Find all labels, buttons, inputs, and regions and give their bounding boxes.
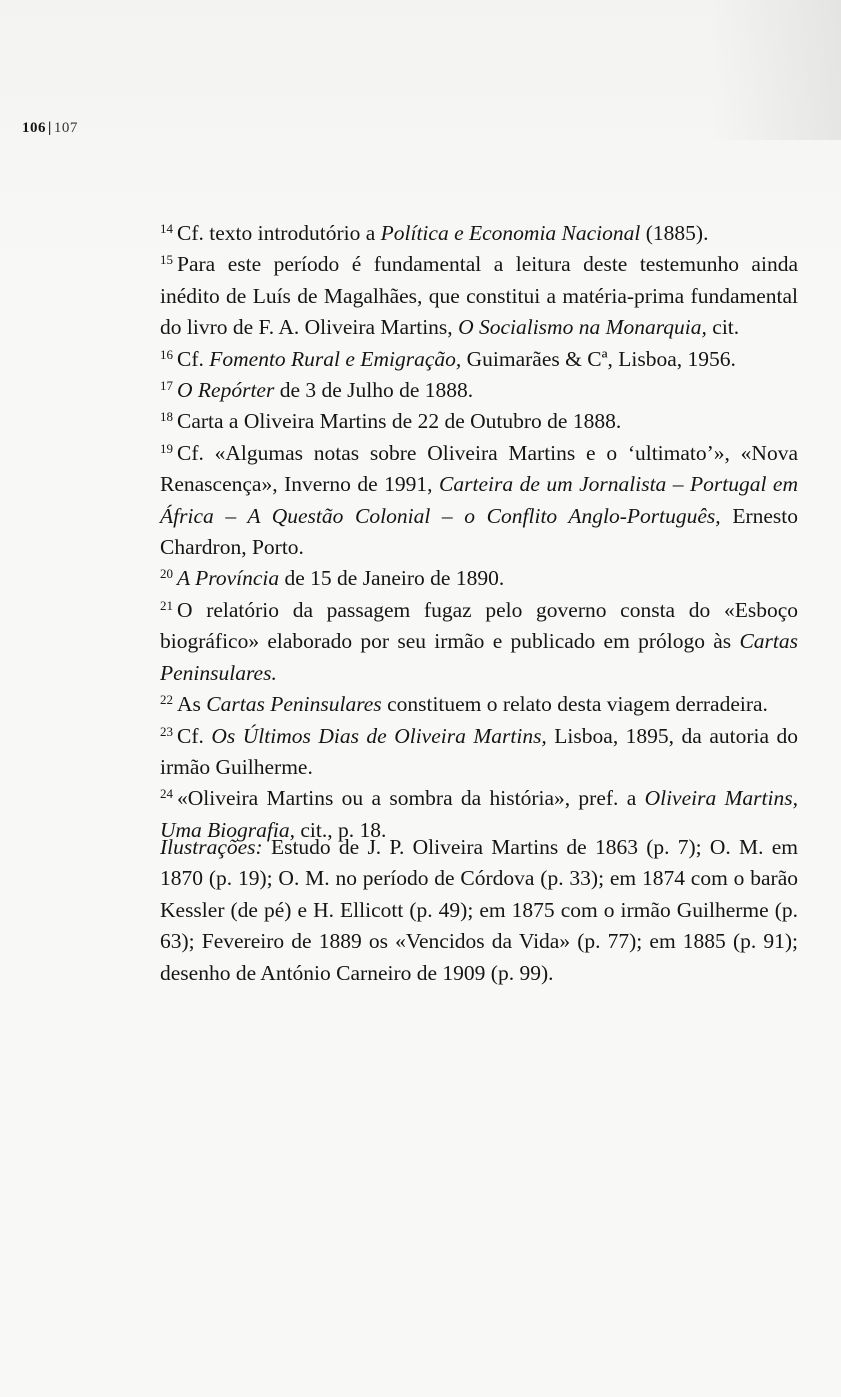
endnote-text: Lisboa, 1895, da autoria do irmão Guilherme. [160,723,798,779]
page-number-separator: | [48,120,52,136]
endnote [160,406,798,437]
endnote [160,689,798,720]
endnote-number: 17 [160,378,173,394]
endnote-number: 14 [160,221,173,236]
endnote [160,249,798,343]
endnote-title: O Repórter [177,378,275,403]
endnote-text: de 15 de Janeiro de 1890. [279,566,505,591]
endnote-title: Cartas Peninsulares. [160,629,798,685]
endnote-title: Fomento Rural e Emigração, [209,346,462,371]
endnote-text: de 3 de Julho de 1888. [274,378,474,403]
endnote-text: «Oliveira Martins ou a sombra da história», pref. a [177,786,645,811]
endnote-title: Carteira de um Jornalista – Portugal em África – A Questão Colonial – o Conflito Anglo-Português, [160,472,798,528]
endnote-number: 24 [160,786,173,802]
endnote-number: 20 [160,566,173,582]
endnote-title: Cartas Peninsulares [206,692,382,717]
endnote-text: Guimarães & Cª, Lisboa, 1956. [461,346,736,371]
endnote-text: O relatório da passagem fugaz pelo governo consta do «Esboço biográfico» elaborado por seu irmão e publicado em prólogo às [160,597,798,654]
endnote-text: Cf. texto introdutório a [177,221,381,245]
illustration-credits [160,832,798,989]
endnote [160,563,798,594]
endnote [160,375,798,406]
endnotes-list [160,218,798,846]
endnote-text: Para este período é fundamental a leitura deste testemunho ainda inédito de Luís de Magalhães, que constitui a matéria-prima fundamental do livro de F. A. Oliveira Martins, [160,252,798,340]
endnote-text: cit., p. 18. [294,817,387,842]
endnote-number: 22 [160,692,173,708]
endnote-text: Cf. «Algumas notas sobre Oliveira Martins e o ‘ultimato’», «Nova Renascença», Inverno de 1991, [160,440,798,497]
page-number [22,120,78,137]
illustration-credits-label: Ilustrações: [160,835,263,859]
page-corner-shadow [711,0,841,140]
current-page-number: 106 [22,120,46,136]
endnote-number: 23 [160,723,173,739]
endnote-text: Ernesto Chardron, Porto. [160,503,798,560]
endnote [160,721,798,784]
facing-page-number: 107 [53,120,78,136]
endnote-text: constituem o relato desta viagem derradeira. [381,692,768,717]
endnote [160,438,798,564]
endnote-number: 19 [160,440,173,456]
endnote [160,595,798,689]
endnote-title: Oliveira Martins, Uma Biografia, [160,786,798,842]
endnote [160,344,798,375]
endnote-text: Carta a Oliveira Martins de 22 de Outubro de 1888. [177,409,622,434]
endnote [160,218,798,249]
endnote-text: Cf. [177,346,210,371]
endnote-number: 16 [160,346,173,362]
endnote-number: 18 [160,409,173,425]
endnote-number: 15 [160,252,173,268]
endnote-text: cit. [706,315,740,340]
endnote-title: A Província [177,566,280,591]
endnote-text: As [177,692,207,717]
endnote-title: Política e Economia Nacional [380,221,641,245]
endnote-text: Cf. [177,723,212,748]
endnote-text: (1885). [640,221,709,245]
endnote-number: 21 [160,597,173,613]
illustration-credits-text: Estudo de J. P. Oliveira Martins de 1863 (p. 7); O. M. em 1870 (p. 19); O. M. no período de Córdova (p. 33); em 1874 com o barão Kessler (de pé) e H. Ellicott (p. 49); em 1875 com o irmão Guilherme (p. 63); Fevereiro de 1889 os «Vencidos da Vida» (p. 77); em 1885 (p. 91); desenho de António Carneiro de 1909 (p. 99). [160,835,798,985]
endnote-title: Os Últimos Dias de Oliveira Martins, [211,723,547,748]
endnote-title: O Socialismo na Monarquia, [458,315,707,340]
